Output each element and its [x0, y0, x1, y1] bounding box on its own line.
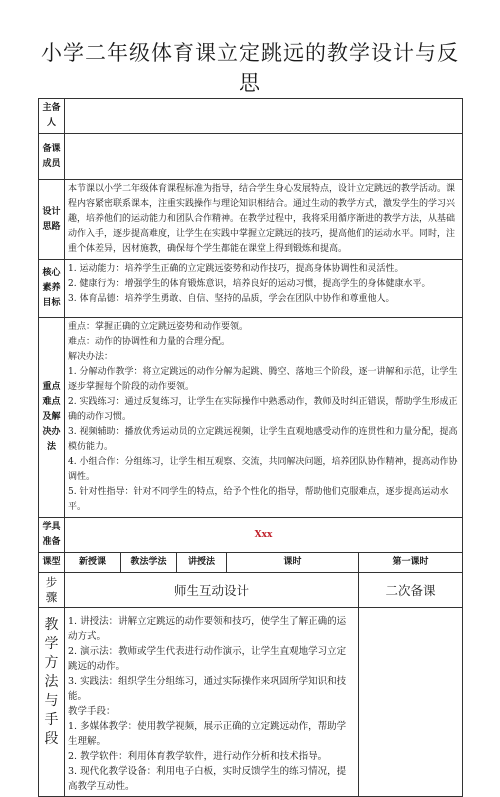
- label-author: 主备人: [39, 99, 65, 134]
- methods-line-7: 3. 现代化教学设备：利用电子白板，实时反馈学生的练习情况，提高教学互动性。: [68, 766, 347, 792]
- label-design: 设计思路: [39, 180, 65, 260]
- label-members: 备课成员: [39, 134, 65, 180]
- label-lesson-type: 课型: [39, 553, 65, 573]
- value-author: [65, 99, 463, 134]
- label-literacy: 核心素养目标: [39, 260, 65, 318]
- row-methods: [39, 608, 463, 797]
- keypoints-line-5: 2. 实践练习：通过反复练习，让学生在实际操作中熟悉动作，教师及时纠正错误，帮助学生形成正确的动作习惯。: [68, 397, 458, 422]
- methods-line-4: 教学手段：: [68, 706, 116, 717]
- label-keypoints: 重点难点及解决办法: [39, 318, 65, 518]
- document-title: 小学二年级体育课立定跳远的教学设计与反思: [41, 41, 459, 95]
- row-members: [39, 134, 463, 180]
- literacy-line-3: 3. 体育品德：培养学生勇敢、自信、坚持的品质，学会在团队中协作和尊重他人。: [68, 294, 395, 304]
- label-preparation: 学具准备: [39, 518, 65, 553]
- keypoints-line-7: 4. 小组合作：分组练习，让学生相互观察、交流，共同解决问题，培养团队协作精神，提高动作协调性。: [68, 457, 458, 482]
- value-preparation: Xxx: [65, 518, 463, 553]
- value-literacy: [65, 260, 463, 318]
- value-methods: [65, 608, 359, 797]
- literacy-line-2: 2. 健康行为：增强学生的体育锻炼意识，培养良好的运动习惯，提高学生的身体健康水平。: [68, 279, 431, 289]
- keypoints-line-4: 1. 分解动作教学：将立定跳远的动作分解为起跳、腾空、落地三个阶段，逐一讲解和示范，让学生逐步掌握每个阶段的动作要领。: [68, 367, 458, 392]
- keypoints-line-1: 重点：掌握正确的立定跳远姿势和动作要领。: [68, 322, 249, 332]
- label-second-preparation: 二次备课: [359, 573, 463, 608]
- value-method: 讲授法: [177, 553, 227, 573]
- methods-line-2: 2. 演示法：教师或学生代表进行动作演示，让学生直观地学习立定跳远的动作。: [68, 646, 347, 672]
- label-hours: 课时: [227, 553, 359, 573]
- row-literacy: [39, 260, 463, 318]
- methods-line-3: 3. 实践法：组织学生分组练习，通过实际操作来巩固所学知识和技能。: [68, 676, 347, 702]
- keypoints-line-8: 5. 针对性指导：针对不同学生的特点，给予个性化的指导，帮助他们克服难点，逐步提高运动水平。: [68, 487, 449, 512]
- label-methods: 教学方法与手段: [39, 608, 65, 797]
- methods-line-5: 1. 多媒体教学：使用教学视频，展示正确的立定跳远动作，帮助学生理解。: [68, 721, 347, 747]
- label-method: 教法学法: [121, 553, 177, 573]
- methods-line-6: 2. 教学软件：利用体育教学软件，进行动作分析和技术指导。: [68, 751, 328, 762]
- value-hours: 第一课时: [359, 553, 463, 573]
- keypoints-line-2: 难点：动作的协调性和力量的合理分配。: [68, 337, 231, 347]
- label-steps: 步骤: [39, 573, 65, 608]
- value-design: 本节课以小学二年级体育课程标准为指导，结合学生身心发展特点，设计立定跳远的教学活动。课程内容紧密联系课本，注重实践操作与理论知识相结合。通过生动的教学方式，激发学生的学习兴趣，培养他们的运动能力和团队合作精神。在教学过程中，我将采用循序渐进的教学方法，从基础动作入手，逐步提高难度，让学生在实践中掌握立定跳远的技巧，提高他们的运动水平。同时，注重个体差异，因材施教，确保每个学生都能在课堂上得到锻炼和提高。: [65, 180, 463, 260]
- value-second-preparation: [359, 608, 463, 797]
- lesson-plan-table: [38, 98, 463, 797]
- keypoints-line-6: 3. 视频辅助：播放优秀运动员的立定跳远视频，让学生直观地感受动作的连贯性和力量分配，提高模仿能力。: [68, 427, 458, 452]
- literacy-line-1: 1. 运动能力：培养学生正确的立定跳远姿势和动作技巧，提高身体协调性和灵活性。: [68, 264, 404, 274]
- row-lesson-type: [39, 553, 463, 573]
- keypoints-line-3: 解决办法：: [68, 352, 114, 362]
- label-interaction-design: 师生互动设计: [65, 573, 359, 608]
- value-keypoints: [65, 318, 463, 518]
- row-design: [39, 180, 463, 260]
- value-lesson-type: 新授课: [65, 553, 121, 573]
- methods-line-1: 1. 讲授法：讲解立定跳远的动作要领和技巧，使学生了解正确的运动方式。: [68, 616, 347, 642]
- value-members: [65, 134, 463, 180]
- row-keypoints: [39, 318, 463, 518]
- row-author: [39, 99, 463, 134]
- row-steps-header: [39, 573, 463, 608]
- row-preparation: [39, 518, 463, 553]
